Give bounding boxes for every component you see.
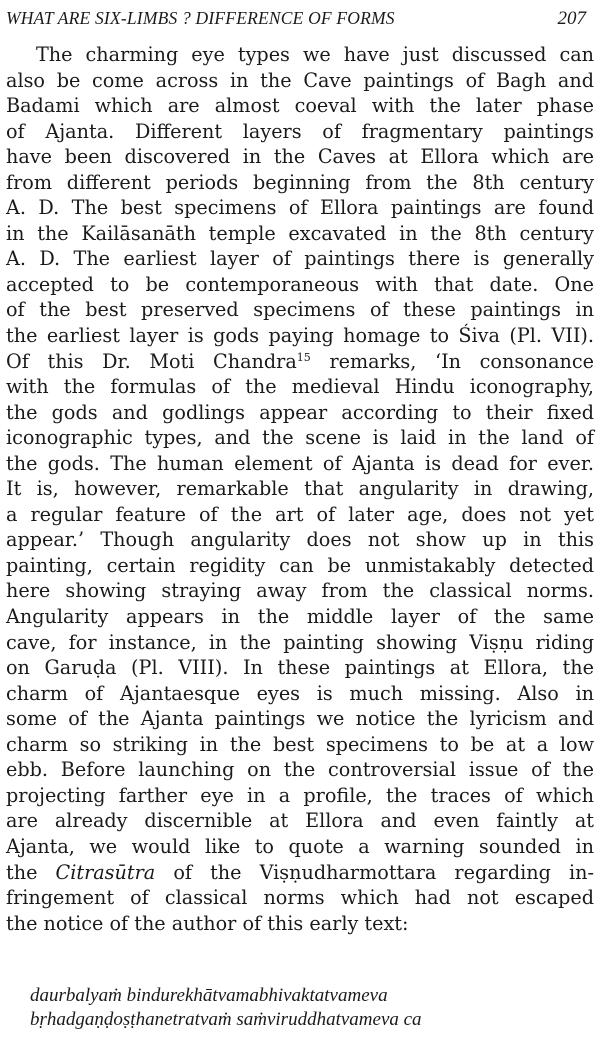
text-line: painting, certain regidity can be unmistakably detected bbox=[6, 553, 594, 577]
text-segment: regarding in- bbox=[454, 860, 594, 884]
text-line: in the Kailāsanāth temple excavated in the 8th century bbox=[6, 221, 594, 245]
text-line: It is, however, remarkable that angularity in drawing, bbox=[6, 477, 594, 501]
text-line: the notice of the author of this early text: bbox=[6, 911, 409, 935]
italic-title: Citrasūtra bbox=[55, 860, 156, 884]
text-line: projecting farther eye in a profile, the traces of which bbox=[6, 783, 594, 807]
text-line: accepted to be contemporaneous with that date. One bbox=[6, 272, 594, 296]
text-line: some of the Ajanta paintings we notice the lyricism and bbox=[6, 707, 594, 731]
footnote-reference: 15 bbox=[296, 350, 311, 364]
text-line: also be come across in the Cave paintings of Bagh and bbox=[6, 68, 594, 92]
text-line: of Ajanta. Different layers of fragmentary paintings bbox=[6, 119, 594, 143]
text-line: with the formulas of the medieval Hindu iconography, bbox=[6, 375, 594, 399]
text-line: Badami which are almost coeval with the later phase bbox=[6, 94, 594, 118]
text-line: A. D. The best specimens of Ellora paintings are found bbox=[6, 196, 594, 220]
text-line: are already discernible at Ellora and even faintly at bbox=[6, 809, 594, 833]
text-line: cave, for instance, in the painting showing Viṣṇu riding bbox=[6, 630, 594, 654]
page-number: 207 bbox=[557, 8, 586, 29]
verse-line: daurbalyaṁ bindurekhātvamabhivaktatvameva bbox=[30, 985, 388, 1006]
running-title: WHAT ARE SIX-LIMBS ? DIFFERENCE OF FORMS bbox=[6, 8, 395, 28]
text-line: the gods and godlings appear according to their fixed bbox=[6, 400, 594, 424]
text-line: the gods. The human element of Ajanta is dead for ever. bbox=[6, 451, 594, 475]
text-line: appear.’ Though angularity does not show up in this bbox=[6, 528, 594, 552]
text-line-with-italic-title bbox=[6, 860, 594, 886]
text-line: here showing straying away from the classical norms. bbox=[6, 579, 594, 603]
text-line: Ajanta, we would like to quote a warning sounded in bbox=[6, 834, 594, 858]
text-segment: of the Viṣṇudharmottara bbox=[155, 860, 455, 884]
text-line: have been discovered in the Caves at Ellora which are bbox=[6, 145, 594, 169]
text-line: on Garuḍa (Pl. VIII). In these paintings at Ellora, the bbox=[6, 656, 594, 680]
verse-line: bṛhadgaṇḍoṣṭhanetratvaṁ saṁviruddhatvameva ca bbox=[30, 1009, 422, 1030]
text-line-with-footnote bbox=[6, 349, 594, 375]
running-head bbox=[6, 8, 586, 32]
text-line: ebb. Before launching on the controversial issue of the bbox=[6, 758, 594, 782]
text-line: The charming eye types we have just discussed can bbox=[36, 43, 594, 66]
text-segment: remarks, ‘In consonance bbox=[329, 349, 594, 373]
text-line: of the best preserved specimens of these paintings in bbox=[6, 298, 594, 322]
text-line: from different periods beginning from the 8th century bbox=[6, 170, 594, 194]
text-line: the earliest layer is gods paying homage to Śiva (Pl. VII). bbox=[6, 324, 594, 348]
sanskrit-verse bbox=[30, 984, 422, 1032]
text-line: a regular feature of the art of later age, does not yet bbox=[6, 502, 594, 526]
text-line: Angularity appears in the middle layer of the same bbox=[6, 605, 594, 629]
text-segment: Of this Dr. Moti Chandra bbox=[6, 349, 297, 373]
text-line: charm so striking in the best specimens to be at a low bbox=[6, 732, 594, 756]
body-paragraph bbox=[6, 42, 594, 936]
text-line: A. D. The earliest layer of paintings there is generally bbox=[6, 247, 594, 271]
text-segment: the bbox=[6, 860, 56, 884]
text-line: iconographic types, and the scene is laid in the land of bbox=[6, 426, 594, 450]
text-line: charm of Ajantaesque eyes is much missing. Also in bbox=[6, 681, 594, 705]
text-line: fringement of classical norms which had not escaped bbox=[6, 886, 594, 910]
